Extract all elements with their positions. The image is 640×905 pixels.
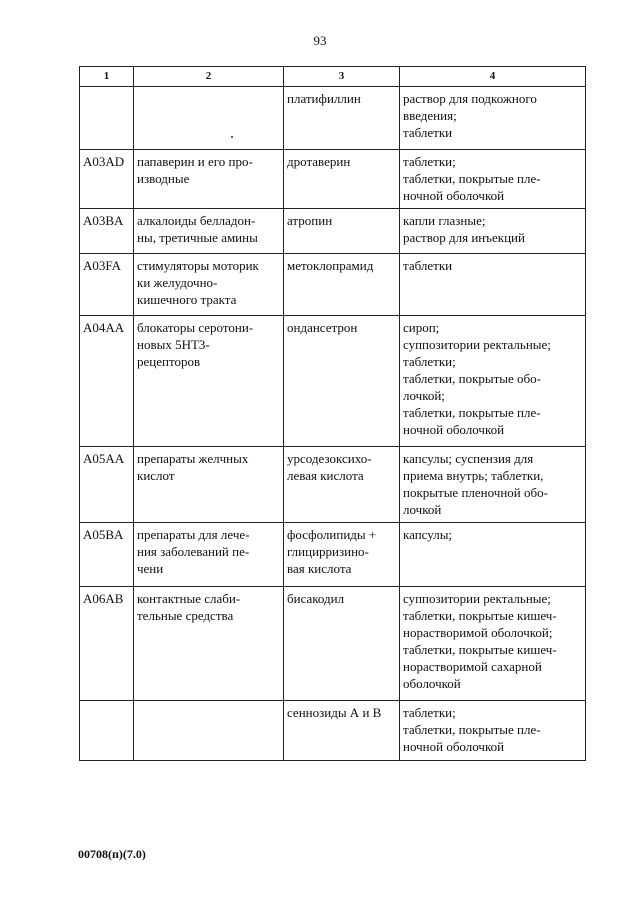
cell-forms-line: лочкой [403,502,442,517]
cell-group-line: контактные слаби- [137,591,241,606]
cell-forms-line: таблетки, покрытые пле- [403,171,541,186]
cell-substance [284,447,400,523]
cell-forms [400,316,586,447]
cell-substance-line: платифиллин [287,91,361,106]
cell-group-line: препараты для лече- [137,527,250,542]
cell-forms-line: норастворимой сахарной [403,659,542,674]
cell-group-line: папаверин и его про- [137,154,253,169]
cell-forms [400,701,586,761]
cell-substance [284,316,400,447]
cell-group [134,587,284,701]
cell-forms [400,150,586,209]
cell-code: A05BA [80,523,134,587]
cell-substance [284,87,400,150]
cell-group-line: рецепторов [137,354,201,369]
cell-forms [400,523,586,587]
table-row [80,447,586,523]
cell-group [134,523,284,587]
cell-substance [284,587,400,701]
cell-group [134,150,284,209]
cell-forms-line: оболочкой [403,676,461,691]
cell-group-line: ния заболеваний пе- [137,544,250,559]
cell-group-line: изводные [137,171,190,186]
cell-forms [400,447,586,523]
cell-substance-line: бисакодил [287,591,345,606]
cell-forms-line: капсулы; суспензия для [403,451,534,466]
cell-forms-line: таблетки, покрытые кишеч- [403,608,557,623]
cell-group-line: стимуляторы моторик [137,258,259,273]
table-body [80,87,586,761]
cell-substance-line: вая кислота [287,561,352,576]
cell-group-line: блокаторы серотони- [137,320,254,335]
cell-group [134,209,284,254]
cell-forms-line: введения; [403,108,457,123]
header-row [80,67,586,87]
cell-forms-line: капсулы; [403,527,453,542]
cell-group [134,316,284,447]
cell-forms-line: таблетки, покрытые пле- [403,722,541,737]
cell-forms-line: ночной оболочкой [403,739,505,754]
cell-forms [400,254,586,316]
cell-substance [284,701,400,761]
cell-substance [284,523,400,587]
cell-group-line: кишечного тракта [137,292,237,307]
cell-substance [284,209,400,254]
footer-code: 00708(п)(7.0) [78,847,146,861]
cell-forms-line: таблетки, покрытые пле- [403,405,541,420]
cell-forms-line: таблетки [403,258,453,273]
cell-forms-line: сироп; [403,320,440,335]
cell-code: A03AD [80,150,134,209]
cell-forms-line: раствор для инъекций [403,230,525,245]
cell-forms-line: таблетки, покрытые обо- [403,371,541,386]
cell-forms-line: таблетки; [403,154,456,169]
table-row [80,209,586,254]
cell-forms-line: ночной оболочкой [403,422,505,437]
cell-group [134,87,284,150]
cell-forms [400,209,586,254]
drug-table [79,66,586,761]
cell-forms-line: покрытые пленочной обо- [403,485,548,500]
cell-code: A05AA [80,447,134,523]
cell-group-line: алкалоиды белладон- [137,213,256,228]
table-row [80,587,586,701]
cell-forms-line: суппозитории ректальные; [403,591,551,606]
cell-forms-line: лочкой; [403,388,445,403]
cell-code: A03FA [80,254,134,316]
cell-code [80,701,134,761]
cell-group-line: кислот [137,468,175,483]
table-row [80,254,586,316]
cell-group-line: тельные средства [137,608,234,623]
cell-forms-line: норастворимой оболочкой; [403,625,553,640]
cell-code: A04AA [80,316,134,447]
cell-substance [284,254,400,316]
cell-group [134,701,284,761]
cell-substance-line: ондансетрон [287,320,358,335]
cell-forms-line: таблетки; [403,705,456,720]
cell-forms-line: таблетки, покрытые кишеч- [403,642,557,657]
header-col-2: 2 [134,67,284,87]
table-row [80,523,586,587]
table-row [80,87,586,150]
cell-code: A06AB [80,587,134,701]
header-col-4: 4 [400,67,586,87]
cell-forms-line: раствор для подкожного [403,91,537,106]
cell-forms [400,587,586,701]
cell-substance-line: урсодезоксихо- [287,451,372,466]
cell-substance-line: глицирризино- [287,544,369,559]
cell-group [134,447,284,523]
cell-forms-line: таблетки; [403,354,456,369]
cell-forms-line: приема внутрь; таблетки, [403,468,544,483]
cell-forms-line: таблетки [403,125,453,140]
cell-substance-line: дротаверин [287,154,351,169]
cell-group [134,254,284,316]
cell-group-line: чени [137,561,164,576]
header-col-1: 1 [80,67,134,87]
cell-substance-line: сеннозиды А и В [287,705,382,720]
cell-group-line: препараты желчных [137,451,249,466]
cell-group-line: новых 5НТ3- [137,337,210,352]
header-col-3: 3 [284,67,400,87]
cell-forms [400,87,586,150]
cell-group-line: ки желудочно- [137,275,218,290]
page-number: 93 [313,33,327,48]
table-row [80,316,586,447]
cell-forms-line: ночной оболочкой [403,188,505,203]
cell-substance-line: фосфолипиды + [287,527,377,542]
cell-code: A03BA [80,209,134,254]
cell-code [80,87,134,150]
cell-forms-line: суппозитории ректальные; [403,337,551,352]
cell-group-line: ны, третичные амины [137,230,258,245]
table-row [80,150,586,209]
cell-substance-line: атропин [287,213,333,228]
cell-substance [284,150,400,209]
cell-forms-line: капли глазные; [403,213,486,228]
cell-substance-line: метоклопрамид [287,258,374,273]
cell-substance-line: левая кислота [287,468,364,483]
table-row [80,701,586,761]
